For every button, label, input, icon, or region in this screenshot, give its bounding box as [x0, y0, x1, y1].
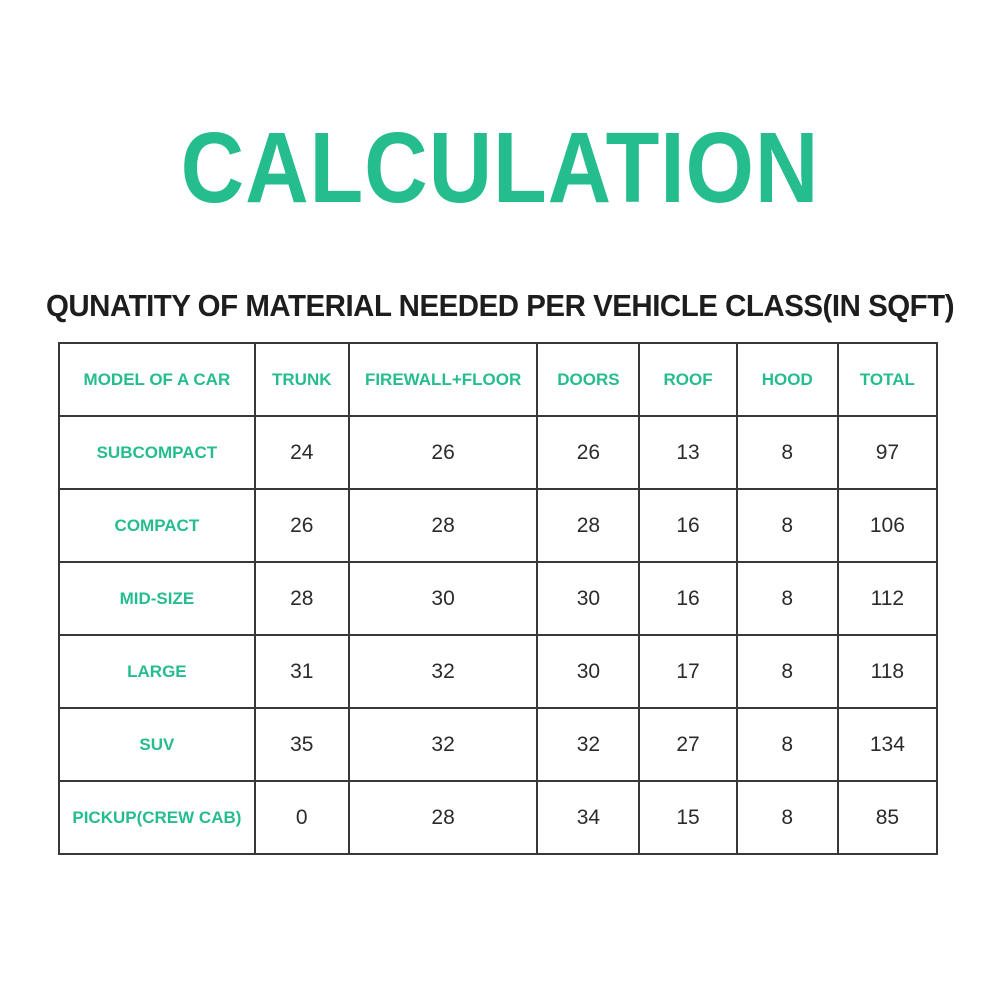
- cell-pickup-doors: 34: [537, 781, 639, 854]
- cell-suv-trunk: 35: [255, 708, 349, 781]
- header-row: [59, 343, 937, 416]
- cell-suv-total: 134: [838, 708, 937, 781]
- material-table: [58, 342, 938, 855]
- cell-compact-hood: 8: [737, 489, 838, 562]
- row-label-compact: COMPACT: [59, 489, 255, 562]
- row-label-subcompact: SUBCOMPACT: [59, 416, 255, 489]
- cell-suv-firewall-floor: 32: [349, 708, 538, 781]
- cell-pickup-firewall-floor: 28: [349, 781, 538, 854]
- column-header-total: TOTAL: [838, 343, 937, 416]
- cell-pickup-trunk: 0: [255, 781, 349, 854]
- cell-large-trunk: 31: [255, 635, 349, 708]
- row-label-large: LARGE: [59, 635, 255, 708]
- table-row-pickup-crew-cab: [59, 781, 937, 854]
- table-row-compact: [59, 489, 937, 562]
- column-header-trunk: TRUNK: [255, 343, 349, 416]
- cell-suv-doors: 32: [537, 708, 639, 781]
- cell-mid-size-hood: 8: [737, 562, 838, 635]
- column-header-model: MODEL OF A CAR: [59, 343, 255, 416]
- cell-subcompact-firewall-floor: 26: [349, 416, 538, 489]
- cell-mid-size-doors: 30: [537, 562, 639, 635]
- cell-mid-size-trunk: 28: [255, 562, 349, 635]
- cell-compact-trunk: 26: [255, 489, 349, 562]
- page-subtitle: QUNATITY OF MATERIAL NEEDED PER VEHICLE CLASS(IN SQFT): [45, 288, 955, 323]
- cell-subcompact-doors: 26: [537, 416, 639, 489]
- cell-suv-hood: 8: [737, 708, 838, 781]
- cell-subcompact-hood: 8: [737, 416, 838, 489]
- cell-mid-size-total: 112: [838, 562, 937, 635]
- column-header-doors: DOORS: [537, 343, 639, 416]
- cell-compact-firewall-floor: 28: [349, 489, 538, 562]
- cell-subcompact-total: 97: [838, 416, 937, 489]
- cell-suv-roof: 27: [639, 708, 736, 781]
- material-table-container: [58, 342, 938, 855]
- cell-pickup-hood: 8: [737, 781, 838, 854]
- cell-compact-roof: 16: [639, 489, 736, 562]
- cell-compact-doors: 28: [537, 489, 639, 562]
- table-row-mid-size: [59, 562, 937, 635]
- cell-subcompact-roof: 13: [639, 416, 736, 489]
- table-row-suv: [59, 708, 937, 781]
- cell-large-firewall-floor: 32: [349, 635, 538, 708]
- cell-large-total: 118: [838, 635, 937, 708]
- cell-compact-total: 106: [838, 489, 937, 562]
- row-label-mid-size: MID-SIZE: [59, 562, 255, 635]
- table-row-subcompact: [59, 416, 937, 489]
- table-row-large: [59, 635, 937, 708]
- column-header-hood: HOOD: [737, 343, 838, 416]
- cell-large-hood: 8: [737, 635, 838, 708]
- cell-pickup-total: 85: [838, 781, 937, 854]
- row-label-pickup-crew-cab: PICKUP(CREW CAB): [59, 781, 255, 854]
- cell-large-roof: 17: [639, 635, 736, 708]
- row-label-suv: SUV: [59, 708, 255, 781]
- column-header-roof: ROOF: [639, 343, 736, 416]
- cell-mid-size-roof: 16: [639, 562, 736, 635]
- page-title: CALCULATION: [180, 112, 820, 224]
- cell-mid-size-firewall-floor: 30: [349, 562, 538, 635]
- cell-large-doors: 30: [537, 635, 639, 708]
- cell-pickup-roof: 15: [639, 781, 736, 854]
- cell-subcompact-trunk: 24: [255, 416, 349, 489]
- column-header-firewall-floor: FIREWALL+FLOOR: [349, 343, 538, 416]
